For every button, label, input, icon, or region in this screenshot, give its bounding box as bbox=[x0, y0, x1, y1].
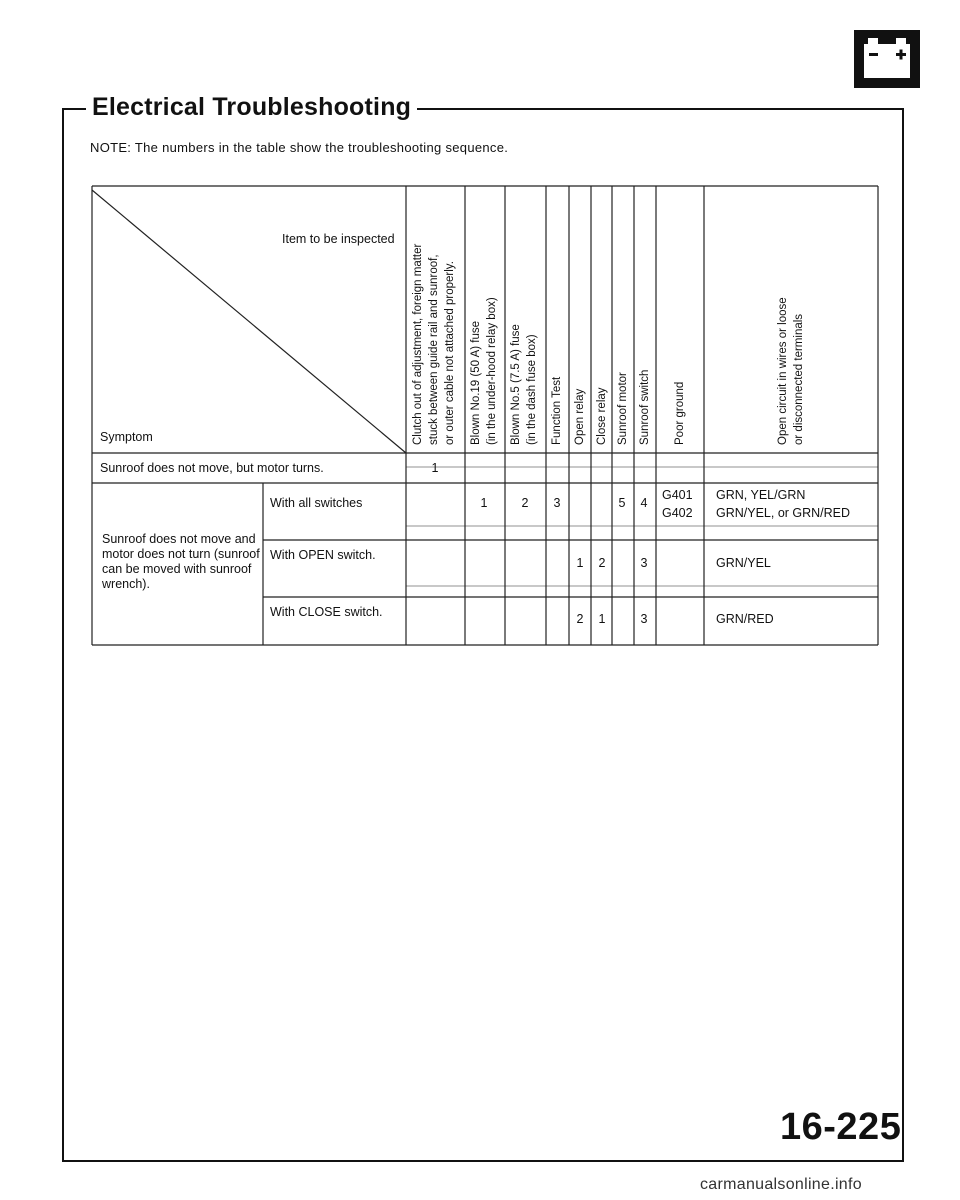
column-header: Poor ground bbox=[674, 381, 686, 445]
column-header: (in the under-hood relay box) bbox=[486, 297, 498, 445]
wire-colors: GRN/YEL, or GRN/RED bbox=[716, 506, 851, 520]
corner-label-symptom: Symptom bbox=[100, 430, 153, 444]
page-number: 16-225 bbox=[780, 1106, 902, 1148]
sequence-number: 5 bbox=[618, 496, 626, 510]
sequence-number: 1 bbox=[598, 612, 606, 626]
sequence-number: 3 bbox=[640, 556, 648, 570]
sequence-number: 4 bbox=[640, 496, 648, 510]
sequence-number: 3 bbox=[640, 612, 648, 626]
column-header: or outer cable not attached properly. bbox=[444, 261, 456, 445]
sequence-number: 2 bbox=[598, 556, 606, 570]
corner-label-item: Item to be inspected bbox=[282, 232, 395, 246]
ground-g401: G401 bbox=[662, 488, 693, 502]
condition-open-switch: With OPEN switch. bbox=[270, 548, 376, 562]
sequence-number: 2 bbox=[521, 496, 529, 510]
column-header: Open circuit in wires or loose bbox=[777, 297, 789, 445]
column-header: or disconnected terminals bbox=[793, 313, 805, 445]
ground-g402: G402 bbox=[662, 506, 693, 520]
column-header: (in the dash fuse box) bbox=[526, 334, 538, 445]
column-header: Function Test bbox=[551, 376, 563, 445]
watermark: carmanualsonline.info bbox=[700, 1176, 862, 1193]
sequence-number: 1 bbox=[431, 461, 439, 475]
sequence-number: 2 bbox=[576, 612, 584, 626]
column-header: Sunroof switch bbox=[639, 369, 651, 445]
symptom-motor-turns: Sunroof does not move, but motor turns. bbox=[100, 461, 324, 475]
page-title: Electrical Troubleshooting bbox=[86, 90, 417, 124]
column-header: Sunroof motor bbox=[617, 372, 629, 445]
column-header: stuck between guide rail and sunroof, bbox=[428, 254, 440, 445]
wire-colors: GRN/YEL bbox=[716, 556, 771, 570]
condition-all-switches: With all switches bbox=[270, 496, 363, 510]
column-header: Clutch out of adjustment, foreign matter bbox=[412, 243, 424, 445]
table-note: NOTE: The numbers in the table show the troubleshooting sequence. bbox=[90, 140, 509, 155]
wire-colors: GRN, YEL/GRN bbox=[716, 488, 806, 502]
wire-colors: GRN/RED bbox=[716, 612, 774, 626]
column-header: Open relay bbox=[574, 388, 586, 445]
condition-close-switch: With CLOSE switch. bbox=[270, 605, 383, 619]
symptom-motor-not-turning: Sunroof does not move and motor does not turn (sunroof can be moved with sunroof wrench). bbox=[102, 532, 260, 591]
sequence-number: 3 bbox=[553, 496, 561, 510]
sequence-number: 1 bbox=[576, 556, 584, 570]
column-header: Close relay bbox=[596, 387, 608, 445]
column-header: Blown No.5 (7.5 A) fuse bbox=[510, 324, 522, 445]
column-header: Blown No.19 (50 A) fuse bbox=[470, 320, 482, 445]
sequence-number: 1 bbox=[480, 496, 488, 510]
